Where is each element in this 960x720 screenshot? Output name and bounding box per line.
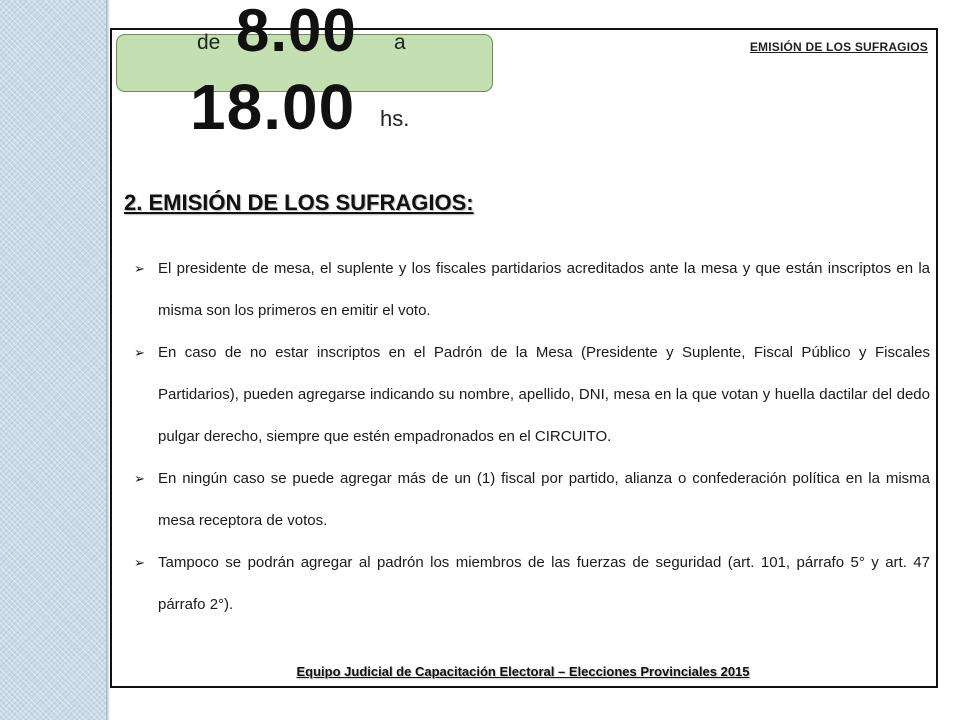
bullet-list — [122, 248, 930, 626]
arrow-bullet-icon: ➢ — [134, 471, 145, 486]
arrow-bullet-icon: ➢ — [134, 345, 145, 360]
list-item-text: En ningún caso se puede agregar más de un (1) fiscal por partido, alianza o confederación política en la misma mesa receptora de votos. — [158, 470, 930, 529]
arrow-bullet-icon: ➢ — [134, 555, 145, 570]
list-item — [122, 332, 930, 458]
list-item — [122, 458, 930, 542]
arrow-bullet-icon: ➢ — [134, 261, 145, 276]
decorative-side-strip — [0, 0, 106, 720]
list-item — [122, 542, 930, 626]
time-end: 18.00 — [190, 71, 356, 143]
list-item-text: El presidente de mesa, el suplente y los fiscales partidarios acreditados ante la mesa y que están inscriptos en la misma son los primeros en emitir el voto. — [158, 260, 930, 319]
time-unit: hs. — [380, 106, 410, 131]
list-item-text: Tampoco se podrán agregar al padrón los miembros de las fuerzas de seguridad (art. 101, párrafo 5° y art. 47 párrafo 2°). — [158, 554, 930, 613]
list-item-text: En caso de no estar inscriptos en el Padrón de la Mesa (Presidente y Suplente, Fiscal Público y Fiscales Partidarios), pueden agregarse indicando su nombre, apellido, DNI, mesa en la que votan y huella dactilar del dedo pulgar derecho, siempre que estén empadronados en el CIRCUITO. — [158, 344, 930, 445]
time-start: 8.00 — [236, 0, 357, 64]
time-prefix: de — [197, 31, 221, 54]
footer-credit: Equipo Judicial de Capacitación Electoral – Elecciones Provinciales 2015 — [296, 664, 750, 679]
header-label: EMISIÓN DE LOS SUFRAGIOS — [749, 40, 928, 54]
time-connector: a — [394, 31, 406, 54]
section-title: 2. EMISIÓN DE LOS SUFRAGIOS: — [124, 190, 474, 215]
list-item — [122, 248, 930, 332]
